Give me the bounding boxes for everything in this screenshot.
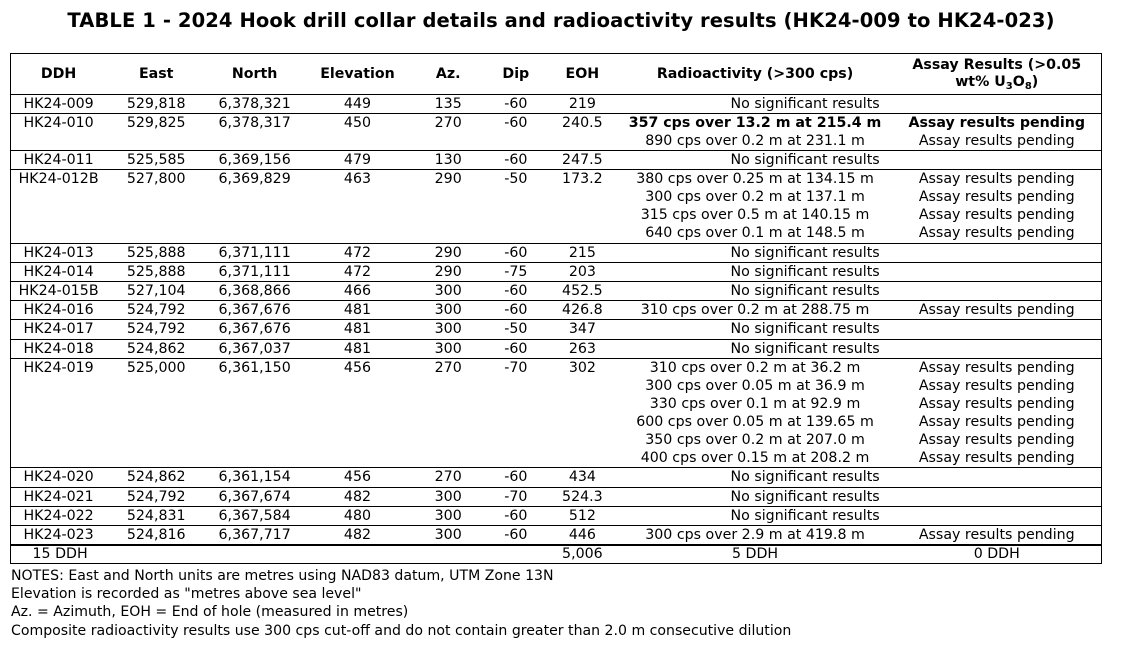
cell-eoh: 263 xyxy=(568,340,596,357)
cell-az: 270 xyxy=(434,359,462,376)
cell-east: 524,862 xyxy=(126,469,186,486)
cell-north: 6,378,321 xyxy=(218,96,291,112)
radioactivity-result: 357 cps over 13.2 m at 215.4 m xyxy=(628,115,882,132)
radioactivity-result: 890 cps over 0.2 m at 231.1 m xyxy=(645,133,865,150)
assay-result: Assay results pending xyxy=(918,133,1075,150)
cell-east: 527,104 xyxy=(126,283,186,300)
cell-east: 524,792 xyxy=(126,302,186,319)
cell-eoh: 302 xyxy=(568,359,596,376)
header-ddh: DDH xyxy=(11,54,107,95)
cell-east: 524,862 xyxy=(126,340,186,357)
cell-az: 300 xyxy=(434,283,462,300)
cell-ddh: HK24-020 xyxy=(23,469,94,486)
cell-north: 6,367,676 xyxy=(218,321,291,338)
cell-dip: -60 xyxy=(504,526,528,543)
cell-elevation: 450 xyxy=(343,115,372,132)
cell-dip: -60 xyxy=(504,469,528,486)
cell-eoh: 524.3 xyxy=(562,488,603,505)
cell-assay-results xyxy=(892,170,1101,243)
cell-ddh: HK24-022 xyxy=(23,507,94,524)
table-row xyxy=(11,151,1102,170)
header-eoh: EOH xyxy=(547,54,617,95)
total-assay: 0 DDH xyxy=(973,546,1020,562)
radioactivity-result: 310 cps over 0.2 m at 288.75 m xyxy=(640,302,870,319)
cell-no-significant-results xyxy=(618,263,1102,282)
cell-az: 270 xyxy=(434,115,462,132)
cell-elevation: 479 xyxy=(343,152,372,169)
cell-assay-results xyxy=(892,301,1101,320)
cell-dip: -70 xyxy=(504,488,528,505)
header-dip: Dip xyxy=(484,54,547,95)
header-radioactivity: Radioactivity (>300 cps) xyxy=(618,54,893,95)
cell-east: 524,792 xyxy=(126,321,186,338)
header-assay-results xyxy=(892,54,1101,95)
note-line: Elevation is recorded as "metres above sea level" xyxy=(11,586,362,603)
cell-eoh: 240.5 xyxy=(562,115,603,132)
cell-az: 290 xyxy=(434,171,462,188)
table-row xyxy=(11,301,1102,320)
cell-elevation: 481 xyxy=(343,340,372,357)
cell-eoh: 203 xyxy=(568,264,596,281)
cell-eoh: 219 xyxy=(568,96,596,112)
radioactivity-result: 300 cps over 0.05 m at 36.9 m xyxy=(645,377,865,394)
cell-ddh: HK24-009 xyxy=(23,96,94,112)
cell-eoh: 452.5 xyxy=(562,283,603,300)
assay-result: Assay results pending xyxy=(918,449,1075,466)
cell-elevation: 463 xyxy=(343,171,372,188)
cell-east: 524,816 xyxy=(126,526,186,543)
assay-result: Assay results pending xyxy=(918,395,1075,412)
cell-ddh: HK24-011 xyxy=(23,152,94,169)
cell-eoh: 512 xyxy=(568,507,596,524)
no-significant-results-text: No significant results xyxy=(730,488,880,505)
assay-result: Assay results pending xyxy=(908,115,1086,132)
cell-radioactivity xyxy=(618,301,893,320)
table-row xyxy=(11,358,1102,468)
cell-elevation: 449 xyxy=(343,96,372,112)
radioactivity-result: 380 cps over 0.25 m at 134.15 m xyxy=(636,171,874,188)
table-row xyxy=(11,282,1102,301)
no-significant-results-text: No significant results xyxy=(730,96,880,112)
header-assay-line2: wt% $U_3O_8$) xyxy=(955,74,1039,92)
cell-az: 290 xyxy=(434,264,462,281)
table-row xyxy=(11,170,1102,243)
no-significant-results-text: No significant results xyxy=(730,244,880,261)
cell-elevation: 456 xyxy=(343,469,372,486)
table-title: TABLE 1 - 2024 Hook drill collar details and radioactivity results (HK24-009 to HK24-023) xyxy=(67,9,1055,32)
radioactivity-result: 310 cps over 0.2 m at 36.2 m xyxy=(649,359,861,376)
cell-radioactivity xyxy=(618,525,893,545)
header-elevation: Elevation xyxy=(303,54,412,95)
total-radioactivity: 5 DDH xyxy=(731,546,779,562)
note-line: Az. = Azimuth, EOH = End of hole (measured in metres) xyxy=(11,604,409,621)
cell-no-significant-results xyxy=(618,506,1102,525)
cell-assay-results xyxy=(892,358,1101,468)
cell-az: 300 xyxy=(434,321,462,338)
cell-dip: -50 xyxy=(504,171,528,188)
header-east: East xyxy=(106,54,206,95)
cell-az: 130 xyxy=(434,152,462,169)
cell-no-significant-results xyxy=(618,320,1102,339)
assay-result: Assay results pending xyxy=(918,302,1075,319)
cell-north: 6,367,037 xyxy=(218,340,291,357)
cell-az: 300 xyxy=(434,340,462,357)
total-ddh: 15 DDH xyxy=(32,546,88,562)
cell-ddh: HK24-021 xyxy=(23,488,94,505)
no-significant-results-text: No significant results xyxy=(730,340,880,357)
cell-elevation: 472 xyxy=(343,264,372,281)
cell-elevation: 472 xyxy=(343,244,372,261)
cell-ddh: HK24-014 xyxy=(23,264,94,281)
cell-north: 6,367,674 xyxy=(218,488,291,505)
cell-north: 6,371,111 xyxy=(218,244,291,261)
cell-az: 300 xyxy=(434,526,462,543)
no-significant-results-text: No significant results xyxy=(730,469,880,486)
table-row xyxy=(11,114,1102,151)
assay-result: Assay results pending xyxy=(918,413,1075,430)
cell-elevation: 456 xyxy=(343,359,372,376)
table-row xyxy=(11,263,1102,282)
cell-east: 529,825 xyxy=(126,115,186,132)
cell-radioactivity xyxy=(618,114,893,151)
no-significant-results-text: No significant results xyxy=(730,264,880,281)
no-significant-results-text: No significant results xyxy=(730,283,880,300)
cell-dip: -60 xyxy=(504,507,528,524)
cell-dip: -75 xyxy=(504,264,528,281)
table-row xyxy=(11,506,1102,525)
cell-no-significant-results xyxy=(618,95,1102,114)
cell-eoh: 446 xyxy=(568,526,596,543)
cell-eoh: 426.8 xyxy=(562,302,603,319)
note-line: Composite radioactivity results use 300 cps cut-off and do not contain greater than 2.0 m consecutive dilution xyxy=(11,622,792,639)
cell-eoh: 347 xyxy=(568,321,596,338)
cell-east: 525,585 xyxy=(126,152,186,169)
radioactivity-result: 300 cps over 2.9 m at 419.8 m xyxy=(645,526,865,543)
assay-result: Assay results pending xyxy=(918,171,1075,188)
cell-az: 300 xyxy=(434,488,462,505)
assay-result: Assay results pending xyxy=(918,225,1075,242)
cell-ddh: HK24-013 xyxy=(23,244,94,261)
cell-north: 6,369,156 xyxy=(218,152,291,169)
header-azimuth: Az. xyxy=(412,54,485,95)
cell-elevation: 482 xyxy=(343,488,372,505)
cell-ddh: HK24-015B xyxy=(18,283,99,300)
cell-eoh: 215 xyxy=(568,244,596,261)
cell-radioactivity xyxy=(618,358,893,468)
cell-dip: -60 xyxy=(504,152,528,169)
table-row xyxy=(11,339,1102,358)
radioactivity-result: 315 cps over 0.5 m at 140.15 m xyxy=(640,207,870,224)
cell-radioactivity xyxy=(618,170,893,243)
table-row xyxy=(11,468,1102,487)
radioactivity-result: 600 cps over 0.05 m at 139.65 m xyxy=(636,413,874,430)
cell-elevation: 466 xyxy=(343,283,372,300)
note-line: NOTES: East and North units are metres using NAD83 datum, UTM Zone 13N xyxy=(11,568,554,584)
cell-east: 525,888 xyxy=(126,244,186,261)
cell-eoh: 434 xyxy=(568,469,596,486)
cell-no-significant-results xyxy=(618,151,1102,170)
table-row xyxy=(11,320,1102,339)
table-row xyxy=(11,525,1102,545)
cell-az: 270 xyxy=(434,469,462,486)
cell-north: 6,378,317 xyxy=(218,115,291,132)
cell-elevation: 481 xyxy=(343,302,372,319)
cell-ddh: HK24-012B xyxy=(18,171,99,188)
table-row xyxy=(11,487,1102,506)
cell-az: 300 xyxy=(434,302,462,319)
cell-east: 525,000 xyxy=(126,359,186,376)
header-row xyxy=(11,54,1102,95)
cell-east: 529,818 xyxy=(126,96,186,112)
cell-east: 524,831 xyxy=(126,507,186,524)
cell-east: 524,792 xyxy=(126,488,186,505)
cell-dip: -60 xyxy=(504,115,528,132)
assay-result: Assay results pending xyxy=(918,431,1075,448)
assay-result: Assay results pending xyxy=(918,377,1075,394)
cell-north: 6,367,717 xyxy=(218,526,291,543)
header-assay-line1: Assay Results (>0.05 xyxy=(912,57,1082,73)
total-eoh: 5,006 xyxy=(562,546,603,562)
cell-dip: -50 xyxy=(504,321,528,338)
cell-ddh: HK24-017 xyxy=(23,321,94,338)
cell-ddh: HK24-010 xyxy=(23,115,94,132)
assay-result: Assay results pending xyxy=(918,526,1075,543)
header-north: North xyxy=(206,54,303,95)
cell-eoh: 247.5 xyxy=(562,152,603,169)
table-row xyxy=(11,243,1102,262)
cell-elevation: 481 xyxy=(343,321,372,338)
cell-elevation: 480 xyxy=(343,507,372,524)
no-significant-results-text: No significant results xyxy=(730,321,880,338)
cell-elevation: 482 xyxy=(343,526,372,543)
assay-result: Assay results pending xyxy=(918,189,1075,206)
cell-north: 6,369,829 xyxy=(218,171,291,188)
cell-ddh: HK24-023 xyxy=(23,526,94,543)
cell-az: 300 xyxy=(434,507,462,524)
radioactivity-result: 640 cps over 0.1 m at 148.5 m xyxy=(645,225,865,242)
radioactivity-result: 350 cps over 0.2 m at 207.0 m xyxy=(645,431,865,448)
cell-east: 525,888 xyxy=(126,264,186,281)
cell-east: 527,800 xyxy=(126,171,186,188)
cell-assay-results xyxy=(892,525,1101,545)
cell-dip: -70 xyxy=(504,359,528,376)
no-significant-results-text: No significant results xyxy=(730,152,880,169)
no-significant-results-text: No significant results xyxy=(730,507,880,524)
cell-north: 6,361,154 xyxy=(218,469,291,486)
radioactivity-result: 330 cps over 0.1 m at 92.9 m xyxy=(649,395,861,412)
cell-eoh: 173.2 xyxy=(562,171,603,188)
cell-dip: -60 xyxy=(504,302,528,319)
cell-no-significant-results xyxy=(618,468,1102,487)
cell-ddh: HK24-016 xyxy=(23,302,94,319)
table-notes xyxy=(11,567,791,640)
cell-no-significant-results xyxy=(618,243,1102,262)
cell-dip: -60 xyxy=(504,283,528,300)
cell-no-significant-results xyxy=(618,339,1102,358)
radioactivity-result: 400 cps over 0.15 m at 208.2 m xyxy=(640,449,870,466)
cell-ddh: HK24-019 xyxy=(23,359,94,376)
cell-north: 6,367,584 xyxy=(218,507,291,524)
cell-dip: -60 xyxy=(504,244,528,261)
cell-no-significant-results xyxy=(618,282,1102,301)
drill-collar-table xyxy=(10,53,1102,564)
radioactivity-result: 300 cps over 0.2 m at 137.1 m xyxy=(645,189,865,206)
cell-north: 6,368,866 xyxy=(218,283,291,300)
cell-az: 135 xyxy=(434,96,462,112)
assay-result: Assay results pending xyxy=(918,207,1075,224)
cell-ddh: HK24-018 xyxy=(23,340,94,357)
cell-no-significant-results xyxy=(618,487,1102,506)
cell-north: 6,371,111 xyxy=(218,264,291,281)
totals-row xyxy=(11,545,1102,564)
cell-north: 6,361,150 xyxy=(218,359,291,376)
cell-assay-results xyxy=(892,114,1101,151)
cell-north: 6,367,676 xyxy=(218,302,291,319)
cell-dip: -60 xyxy=(504,96,528,112)
cell-dip: -60 xyxy=(504,340,528,357)
table-row xyxy=(11,95,1102,114)
assay-result: Assay results pending xyxy=(918,359,1075,376)
cell-az: 290 xyxy=(434,244,462,261)
